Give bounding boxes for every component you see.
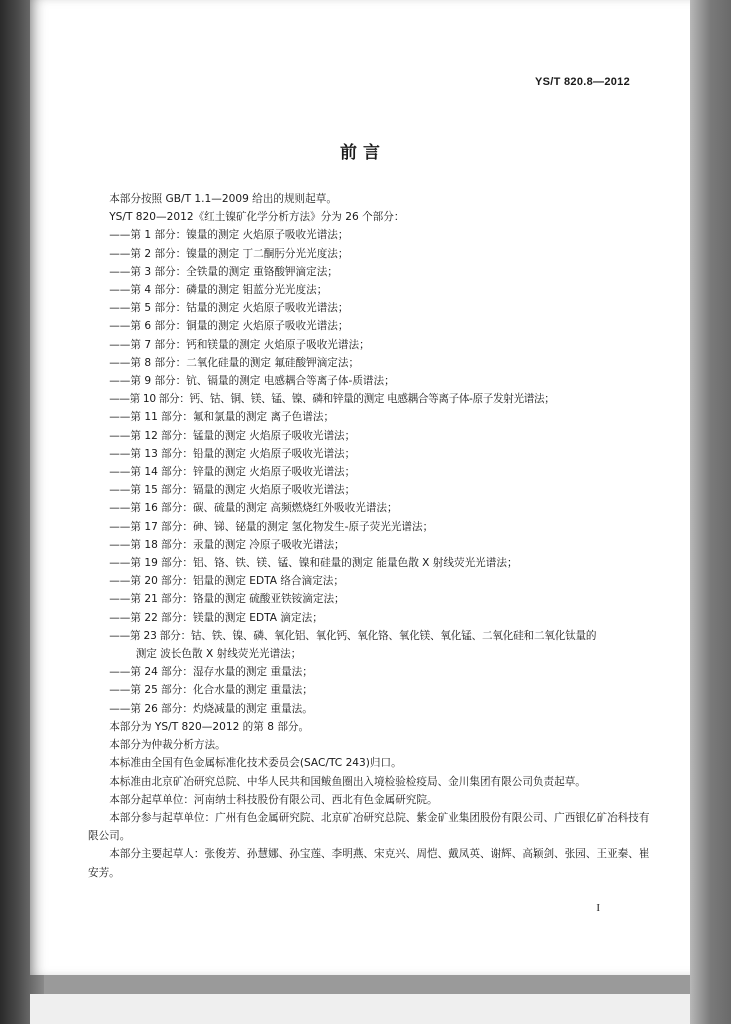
closing-line: 本标准由北京矿冶研究总院、中华人民共和国鲅鱼圈出入境检验检疫局、金川集团有限公司负责起草。 — [109, 775, 586, 788]
document-code: YS/T 820.8—2012 — [534, 76, 630, 88]
part-item: ——第 17 部分：砷、锑、铋量的测定 氢化物发生-原子荧光光谱法； — [109, 520, 434, 533]
part-item: ——第 19 部分：铝、铬、铁、镁、锰、镍和硅量的测定 能量色散 X 射线荧光光谱法； — [109, 557, 518, 570]
scan-shadow-right — [690, 0, 731, 1024]
part-item: ——第 13 部分：铅量的测定 火焰原子吸收光谱法； — [109, 447, 356, 460]
intro-line: 本部分按照 GB/T 1.1—2009 给出的规则起草。 — [109, 193, 337, 205]
part-item: ——第 6 部分：铜量的测定 火焰原子吸收光谱法； — [109, 320, 349, 333]
part-item: ——第 2 部分：镍量的测定 丁二酮肟分光光度法； — [109, 247, 349, 260]
part-item: ——第 1 部分：镍量的测定 火焰原子吸收光谱法； — [109, 229, 349, 242]
closing-line: 本部分起草单位：河南纳士科技股份有限公司、西北有色金属研究院。 — [109, 793, 438, 806]
document-page — [30, 0, 690, 975]
part-item: ——第 15 部分：镉量的测定 火焰原子吸收光谱法； — [109, 484, 356, 497]
closing-line: 本部分主要起草人：张俊芳、孙慧娜、孙宝莲、李明燕、宋克兴、周恺、戴凤英、谢辉、高颖剑、张园、王亚秦、崔安芳。 — [88, 848, 650, 879]
closing-line: 本标准由全国有色金属标准化技术委员会(SAC/TC 243)归口。 — [109, 757, 402, 770]
part-item: ——第 23 部分：钴、铁、镍、磷、氧化铝、氧化钙、氧化铬、氧化镁、氧化锰、二氧化硅和二氧化钛量的 — [109, 629, 597, 642]
closing-line: 本部分为仲裁分析方法。 — [109, 739, 226, 752]
part-item: ——第 9 部分：钪、镉量的测定 电感耦合等离子体-质谱法； — [109, 375, 395, 388]
part-item: ——第 20 部分：铝量的测定 EDTA 络合滴定法； — [109, 575, 344, 588]
part-item: ——第 25 部分：化合水量的测定 重量法； — [109, 684, 313, 697]
part-item: ——第 14 部分：锌量的测定 火焰原子吸收光谱法； — [109, 466, 356, 479]
part-item: ——第 21 部分：铬量的测定 硫酸亚铁铵滴定法； — [109, 593, 345, 606]
part-item: ——第 16 部分：碳、硫量的测定 高频燃烧红外吸收光谱法； — [109, 502, 398, 515]
part-item: ——第 12 部分：锰量的测定 火焰原子吸收光谱法； — [109, 429, 356, 442]
part-item: ——第 10 部分：钙、钴、铜、镁、锰、镍、磷和锌量的测定 电感耦合等离子体-原子发射光谱法； — [109, 393, 555, 406]
page-number: I — [596, 902, 600, 914]
part-item-continuation: 测定 波长色散 X 射线荧光光谱法； — [135, 648, 302, 661]
part-item: ——第 7 部分：钙和镁量的测定 火焰原子吸收光谱法； — [109, 338, 370, 351]
page-title: 前 言 — [340, 143, 380, 163]
closing-line: 本部分为 YS/T 820—2012 的第 8 部分。 — [109, 720, 310, 733]
foreword-body — [88, 190, 658, 882]
part-item: ——第 5 部分：钴量的测定 火焰原子吸收光谱法； — [109, 302, 349, 315]
part-item: ——第 18 部分：汞量的测定 冷原子吸收光谱法； — [109, 538, 345, 551]
part-item: ——第 24 部分：湿存水量的测定 重量法； — [109, 666, 313, 679]
part-item: ——第 8 部分：二氧化硅量的测定 氟硅酸钾滴定法； — [109, 356, 360, 369]
intro-line: YS/T 820—2012《红土镍矿化学分析方法》分为 26 个部分： — [109, 211, 405, 224]
part-item: ——第 3 部分：全铁量的测定 重铬酸钾滴定法； — [109, 265, 338, 278]
part-item: ——第 22 部分：镁量的测定 EDTA 滴定法； — [109, 611, 323, 624]
part-item: ——第 4 部分：磷量的测定 钼蓝分光光度法； — [109, 284, 328, 297]
closing-line: 本部分参与起草单位：广州有色金属研究院、北京矿冶研究总院、紫金矿业集团股份有限公司、广西银亿矿冶科技有限公司。 — [88, 811, 650, 843]
next-page-edge — [30, 994, 690, 1024]
part-item: ——第 11 部分：氟和氯量的测定 离子色谱法； — [109, 411, 335, 424]
part-item: ——第 26 部分：灼烧减量的测定 重量法。 — [109, 702, 313, 715]
